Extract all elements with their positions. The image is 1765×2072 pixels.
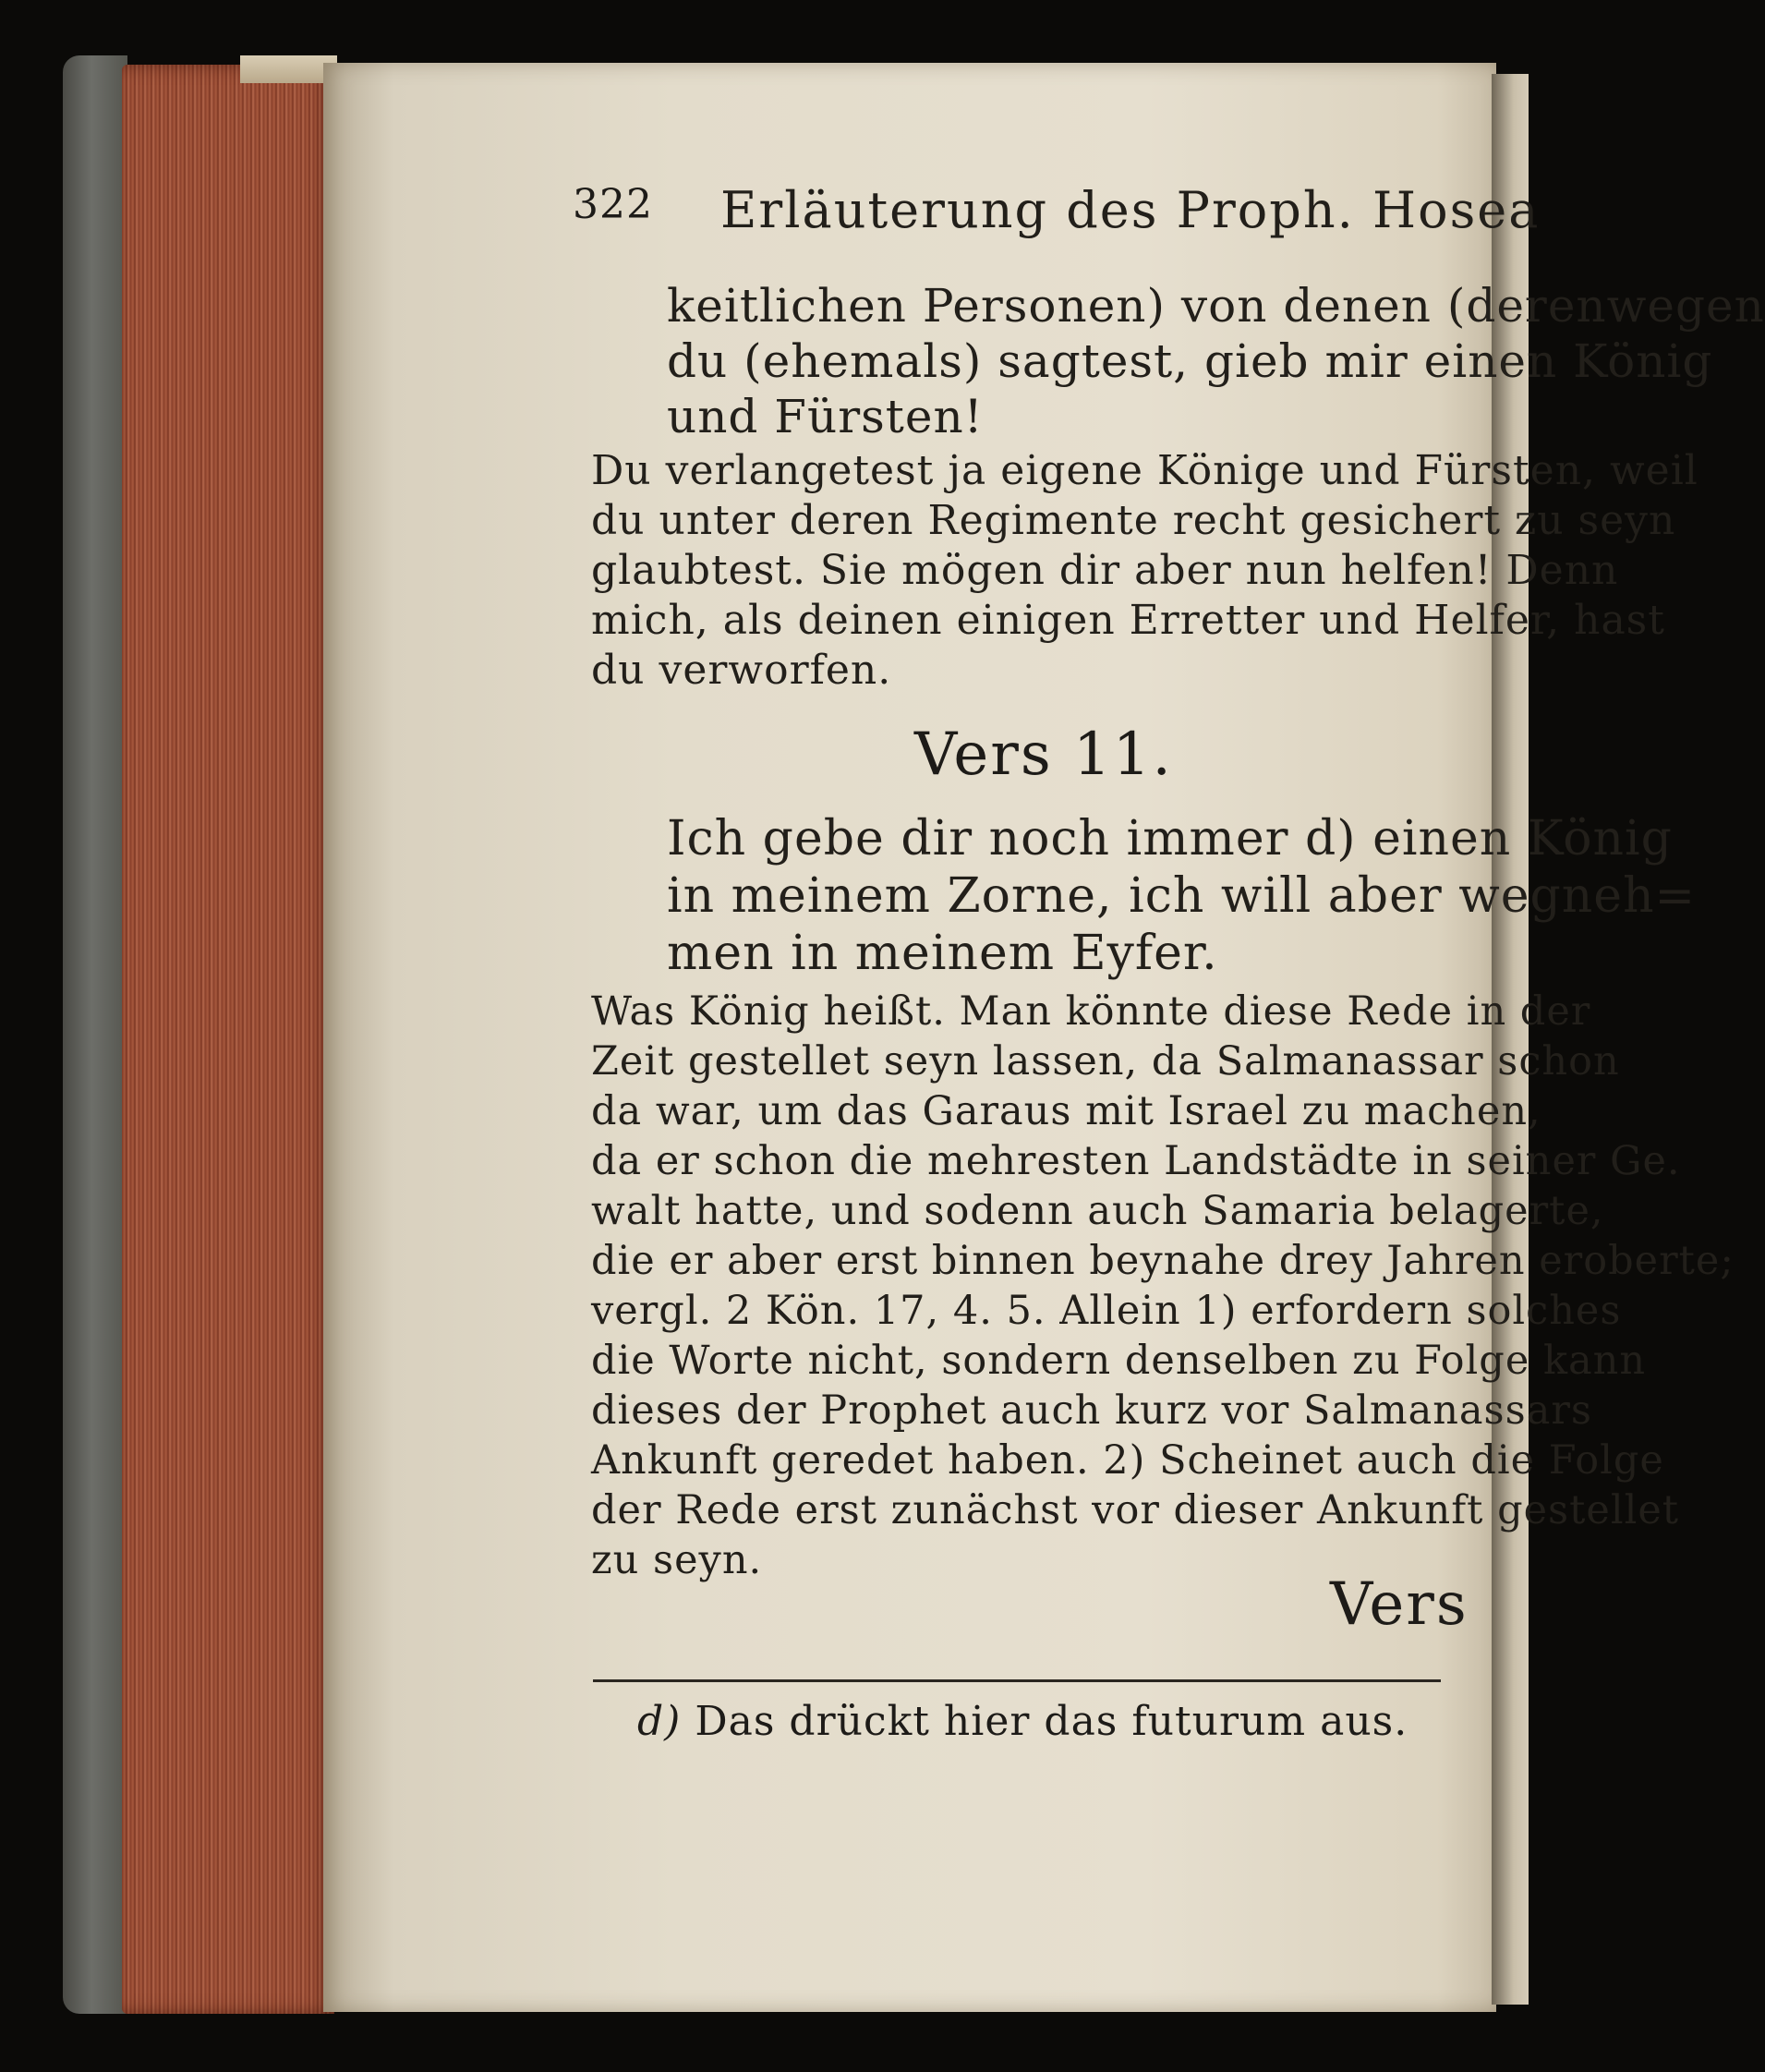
commentary-2-line-7: vergl. 2 Kön. 17, 4. 5. Allein 1) erfordern solches <box>591 1288 1622 1334</box>
commentary-2-line-12: zu seyn. <box>591 1537 763 1583</box>
page-number: 322 <box>573 181 653 228</box>
commentary-2-line-2: Zeit gestellet seyn lassen, da Salmanassar schon <box>591 1038 1620 1084</box>
verse-quote-2-line-2: in meinem Zorne, ich will aber wegneh= <box>667 868 1697 924</box>
commentary-1-line-1: Du verlangetest ja eigene Könige und Fürsten, weil <box>591 447 1699 494</box>
commentary-2-line-3: da war, um das Garaus mit Israel zu machen, <box>591 1088 1541 1134</box>
commentary-1-line-4: mich, als deinen einigen Erretter und Helfer, hast <box>591 597 1665 644</box>
commentary-1-line-3: glaubtest. Sie mögen dir aber nun helfen! Denn <box>591 547 1619 594</box>
commentary-2-line-1: Was König heißt. Man könnte diese Rede in der <box>591 988 1591 1035</box>
footnote-text: Das drückt hier das futurum aus. <box>695 1698 1408 1745</box>
verse-quote-2-line-1: Ich gebe dir noch immer d) einen König <box>667 811 1673 866</box>
commentary-1-line-5: du verworfen. <box>591 647 892 694</box>
catchword: Vers <box>1330 1570 1469 1639</box>
commentary-2-line-8: die Worte nicht, sondern denselben zu Folge kann <box>591 1338 1647 1384</box>
commentary-2-line-10: Ankunft geredet haben. 2) Scheinet auch die Folge <box>591 1437 1664 1484</box>
page-edges <box>122 65 334 2014</box>
verse-quote-2-line-3: men in meinem Eyfer. <box>667 926 1218 981</box>
commentary-2-line-4: da er schon die mehresten Landstädte in seiner Ge. <box>591 1138 1681 1184</box>
verse-quote-1-line-1: keitlichen Personen) von denen (derenwegen <box>667 279 1765 333</box>
commentary-2-line-5: walt hatte, und sodenn auch Samaria belagerte, <box>591 1188 1604 1234</box>
verse-quote-1-line-2: du (ehemals) sagtest, gieb mir einen König <box>667 334 1713 388</box>
commentary-2-line-9: dieses der Prophet auch kurz vor Salmanassars <box>591 1387 1592 1434</box>
footnote-rule <box>593 1679 1441 1682</box>
verse-heading: Vers 11. <box>914 721 1173 789</box>
commentary-2-line-6: die er aber erst binnen beynahe drey Jahren eroberte; <box>591 1238 1735 1284</box>
running-head-title: Erläuterung des Proph. Hosea <box>720 181 1541 239</box>
book-spine <box>63 55 127 2014</box>
footnote <box>637 1698 1408 1745</box>
footnote-mark: d) <box>637 1698 682 1745</box>
verse-quote-1-line-3: und Fürsten! <box>667 390 984 443</box>
commentary-2-line-11: der Rede erst zunächst vor dieser Ankunft gestellet <box>591 1487 1680 1533</box>
commentary-1-line-2: du unter deren Regimente recht gesichert zu seyn <box>591 497 1676 544</box>
